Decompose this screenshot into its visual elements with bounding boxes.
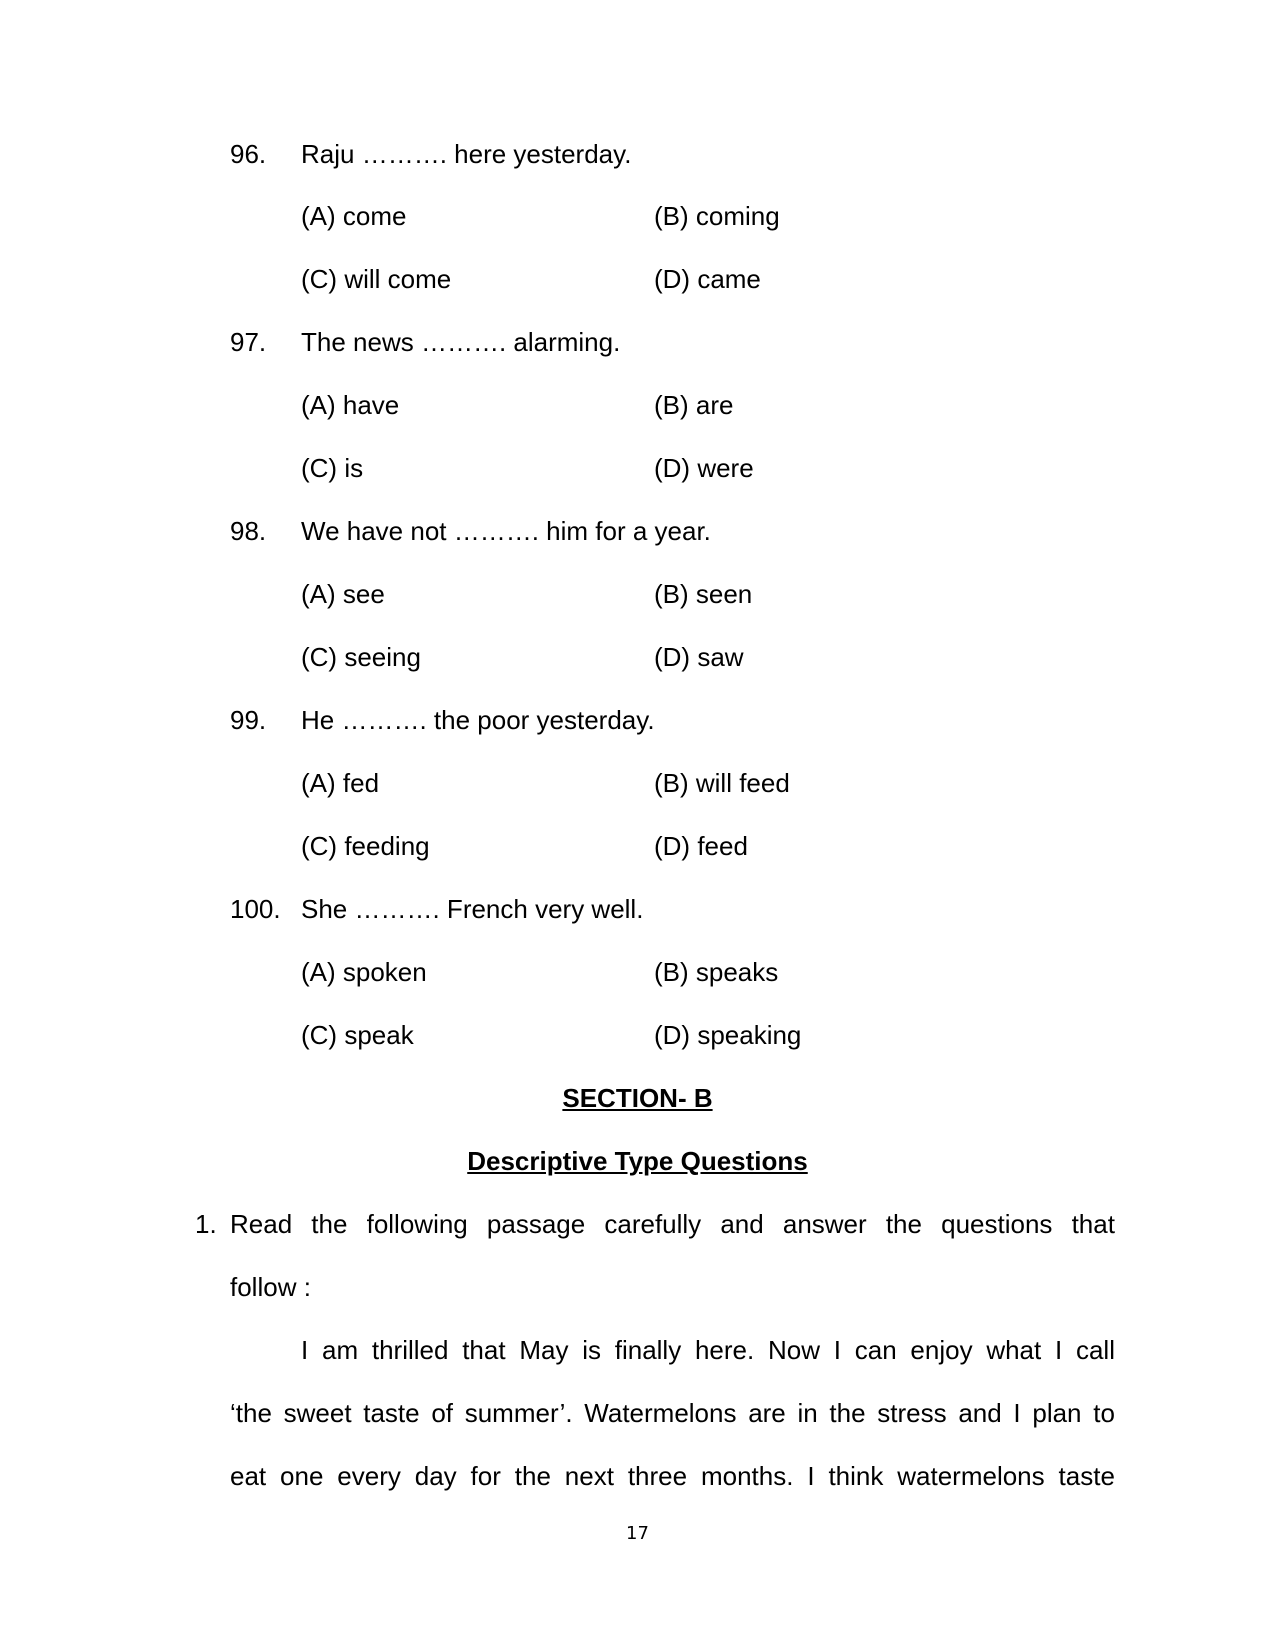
descriptive-question-1-line-1-text	[230, 1209, 1115, 1239]
word: finally	[614, 1335, 682, 1365]
word: every	[337, 1461, 401, 1491]
word: Now	[767, 1335, 820, 1365]
section-title: SECTION- B	[562, 1083, 713, 1113]
question-100-option-d: (D) speaking	[654, 1020, 802, 1050]
question-97-option-b: (B) are	[654, 390, 734, 420]
word: the	[885, 1209, 922, 1239]
word: Watermelons	[584, 1398, 737, 1428]
question-99-option-c: (C) feeding	[301, 831, 430, 861]
question-97-option-c: (C) is	[301, 453, 364, 483]
question-100-option-b: (B) speaks	[654, 957, 779, 987]
word: I	[1054, 1335, 1063, 1365]
question-100-text: She ………. French very well.	[301, 894, 644, 924]
word: what	[986, 1335, 1042, 1365]
word: think	[828, 1461, 884, 1491]
word: I	[807, 1461, 815, 1491]
word: the	[514, 1461, 551, 1491]
word: day	[414, 1461, 457, 1491]
word: call	[1075, 1335, 1115, 1365]
word: that	[1071, 1209, 1115, 1239]
word: are	[748, 1398, 786, 1428]
question-96-option-a: (A) come	[301, 201, 407, 231]
page-number: 17	[626, 1523, 649, 1544]
word: answer	[782, 1209, 867, 1239]
word: am	[321, 1335, 359, 1365]
word: in	[797, 1398, 818, 1428]
question-96-option-b: (B) coming	[654, 201, 780, 231]
section-subtitle: Descriptive Type Questions	[467, 1146, 808, 1176]
question-97-text: The news ………. alarming.	[301, 327, 621, 357]
word: plan	[1032, 1398, 1082, 1428]
word: can	[854, 1335, 897, 1365]
word: passage	[486, 1209, 586, 1239]
word: ‘the	[230, 1398, 272, 1428]
question-97-number: 97.	[230, 327, 267, 357]
word: I	[833, 1335, 841, 1365]
word: here.	[694, 1335, 755, 1365]
word: watermelons	[897, 1461, 1045, 1491]
word: May	[519, 1335, 569, 1365]
question-96-number: 96.	[230, 139, 267, 169]
question-99-text: He ………. the poor yesterday.	[301, 705, 655, 735]
word: questions	[941, 1209, 1053, 1239]
question-100-option-a: (A) spoken	[301, 957, 427, 987]
word: for	[470, 1461, 501, 1491]
word: and	[720, 1209, 764, 1239]
descriptive-question-1-line-1	[230, 1209, 1115, 1239]
word: I	[1013, 1398, 1021, 1428]
word: one	[280, 1461, 324, 1491]
descriptive-question-1-number: 1.	[195, 1209, 217, 1239]
question-97-option-a: (A) have	[301, 390, 400, 420]
question-100-option-c: (C) speak	[301, 1020, 414, 1050]
passage-line-3-text	[230, 1461, 1115, 1491]
word: I	[301, 1335, 309, 1365]
word: sweet	[283, 1398, 352, 1428]
word: of	[431, 1398, 454, 1428]
word: stress	[877, 1398, 947, 1428]
passage-line-3	[230, 1461, 1115, 1491]
passage-line-1-text	[301, 1335, 1115, 1365]
word: following	[366, 1209, 468, 1239]
word: thrilled	[371, 1335, 449, 1365]
word: and	[958, 1398, 1002, 1428]
question-98-number: 98.	[230, 516, 267, 546]
question-98-option-a: (A) see	[301, 579, 385, 609]
word: three	[627, 1461, 688, 1491]
question-96-option-c: (C) will come	[301, 264, 452, 294]
passage-line-2-text	[230, 1398, 1115, 1428]
passage-line-2	[230, 1398, 1115, 1428]
word: months.	[700, 1461, 794, 1491]
question-97-option-d: (D) were	[654, 453, 754, 483]
descriptive-question-1-line-2: follow :	[230, 1272, 311, 1302]
question-98-option-d: (D) saw	[654, 642, 744, 672]
passage-line-1	[301, 1335, 1115, 1365]
word: that	[462, 1335, 506, 1365]
question-99-number: 99.	[230, 705, 267, 735]
question-96-text: Raju ………. here yesterday.	[301, 139, 632, 169]
word: the	[829, 1398, 866, 1428]
question-98-text: We have not ………. him for a year.	[301, 516, 711, 546]
word: to	[1093, 1398, 1115, 1428]
word: summer’.	[464, 1398, 573, 1428]
word: carefully	[604, 1209, 702, 1239]
word: taste	[1058, 1461, 1115, 1491]
word: next	[564, 1461, 614, 1491]
question-99-option-b: (B) will feed	[654, 768, 790, 798]
question-98-option-b: (B) seen	[654, 579, 753, 609]
word: enjoy	[910, 1335, 973, 1365]
word: eat	[230, 1461, 267, 1491]
question-98-option-c: (C) seeing	[301, 642, 421, 672]
question-100-number: 100.	[230, 894, 281, 924]
question-99-option-a: (A) fed	[301, 768, 380, 798]
word: the	[311, 1209, 348, 1239]
question-96-option-d: (D) came	[654, 264, 761, 294]
question-99-option-d: (D) feed	[654, 831, 748, 861]
word: taste	[363, 1398, 420, 1428]
word: Read	[230, 1209, 293, 1239]
word: is	[582, 1335, 601, 1365]
